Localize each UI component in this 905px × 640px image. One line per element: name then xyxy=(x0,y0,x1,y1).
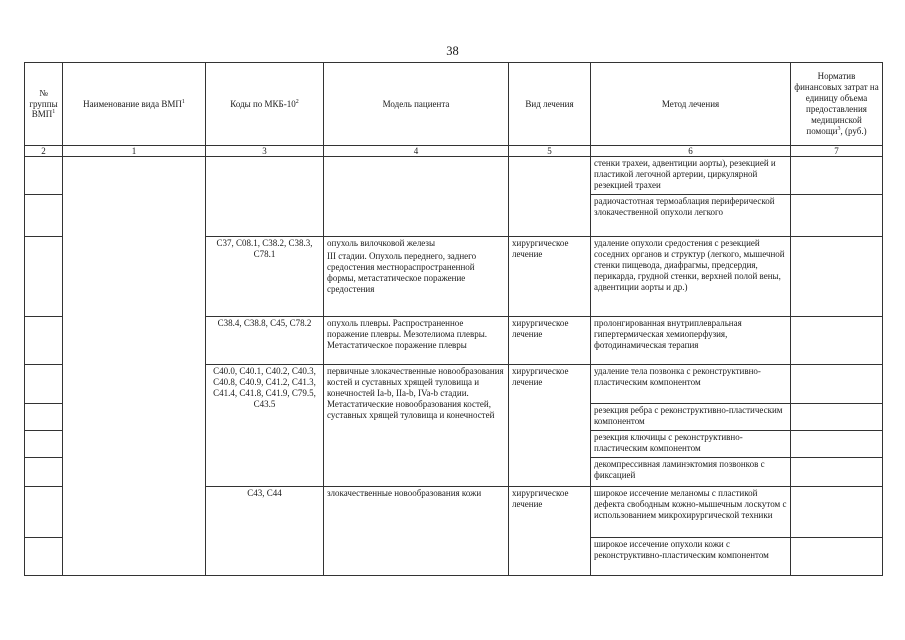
cell-group xyxy=(25,538,63,576)
cell-treatment: хирургическое лечение xyxy=(509,237,591,317)
cell-treatment: хирургическое лечение xyxy=(509,487,591,576)
cell-group xyxy=(25,487,63,538)
cell-codes: C37, C08.1, C38.2, C38.3, C78.1 xyxy=(206,237,324,317)
model-text: III стадии. Опухоль переднего, заднего средостения местнораспространенной формы, метастатическое поражение средостения xyxy=(327,250,477,294)
cell-codes xyxy=(206,157,324,237)
header-icd-codes: Коды по МКБ-$10^2$ xyxy=(206,63,324,146)
cell-norm xyxy=(791,538,883,576)
model-text: опухоль вилочковой железы xyxy=(327,238,436,248)
cell-vmp-name xyxy=(63,157,206,576)
cell-codes: C38.4, C38.8, C45, C78.2 xyxy=(206,317,324,365)
vmp-table xyxy=(24,62,883,576)
header-vmp-name: Наименование вида ВМП$^1$ xyxy=(63,63,206,146)
cell-method: широкое иссечение опухоли кожи с реконструктивно-пластическим компонентом xyxy=(591,538,791,576)
cell-model xyxy=(324,157,509,237)
cell-model: злокачественные новообразования кожи xyxy=(324,487,509,576)
cell-method: стенки трахеи, адвентиции аорты), резекцией и пластикой легочной артерии, циркулярной резекцией трахеи xyxy=(591,157,791,195)
column-number: 1 xyxy=(63,146,206,157)
cell-norm xyxy=(791,487,883,538)
cell-norm xyxy=(791,365,883,404)
cell-norm xyxy=(791,157,883,195)
cell-model: опухоль плевры. Распространенное поражение плевры. Мезотелиома плевры. Метастатическое поражение плевры xyxy=(324,317,509,365)
cell-method: декомпрессивная ламинэктомия позвонков с фиксацией xyxy=(591,458,791,487)
cell-group xyxy=(25,404,63,431)
column-number: 5 xyxy=(509,146,591,157)
cell-group xyxy=(25,157,63,195)
cell-method: широкое иссечение меланомы с пластикой дефекта свободным кожно-мышечным лоскутом с использованием микрохирургической техники xyxy=(591,487,791,538)
cell-method: пролонгированная внутриплевральная гипертермическая хемиоперфузия, фотодинамическая терапия xyxy=(591,317,791,365)
cell-norm xyxy=(791,431,883,458)
cell-group xyxy=(25,195,63,237)
column-number: 6 xyxy=(591,146,791,157)
cell-group xyxy=(25,458,63,487)
cell-norm xyxy=(791,404,883,431)
cell-norm xyxy=(791,195,883,237)
cell-norm xyxy=(791,237,883,317)
column-number-row xyxy=(25,146,883,157)
cell-norm xyxy=(791,458,883,487)
cell-treatment xyxy=(509,157,591,237)
cell-codes: C43, C44 xyxy=(206,487,324,576)
cell-norm xyxy=(791,317,883,365)
cell-model xyxy=(324,237,509,317)
cell-method: удаление тела позвонка с реконструктивно-пластическим компонентом xyxy=(591,365,791,404)
column-number: 4 xyxy=(324,146,509,157)
cell-treatment: хирургическое лечение xyxy=(509,365,591,487)
cell-group xyxy=(25,317,63,365)
cell-treatment: хирургическое лечение xyxy=(509,317,591,365)
page-number: 38 xyxy=(446,44,459,58)
cell-method: радиочастотная термоаблация периферической злокачественной опухоли легкого xyxy=(591,195,791,237)
header-patient-model: Модель пациента xyxy=(324,63,509,146)
cell-method: резекция ключицы с реконструктивно-пластическим компонентом xyxy=(591,431,791,458)
cell-method: резекция ребра с реконструктивно-пластическим компонентом xyxy=(591,404,791,431)
cell-model: первичные злокачественные новообразования костей и суставных хрящей туловища и конечностей Ia-b, IIa-b, IVa-b стадии. Метастатические новообразования костей, суставных хрящей туловища и конечностей xyxy=(324,365,509,487)
table-row xyxy=(25,157,883,195)
column-number: 2 xyxy=(25,146,63,157)
cell-group xyxy=(25,365,63,404)
column-number: 3 xyxy=(206,146,324,157)
header-financial-norm: Норматив финансовых затрат на единицу объема предоставления медицинской помощи$^3$, (руб.) xyxy=(791,63,883,146)
header-treatment-type: Вид лечения xyxy=(509,63,591,146)
header-group-number: № группы ВМП$^1$ xyxy=(25,63,63,146)
column-number: 7 xyxy=(791,146,883,157)
cell-group xyxy=(25,237,63,317)
cell-group xyxy=(25,431,63,458)
header-treatment-method: Метод лечения xyxy=(591,63,791,146)
cell-codes: C40.0, C40.1, C40.2, C40.3, C40.8, C40.9, C41.2, C41.3, C41.4, C41.8, C41.9, C79.5, C43.5 xyxy=(206,365,324,487)
table-header-row xyxy=(25,63,883,146)
cell-method: удаление опухоли средостения с резекцией соседних органов и структур (легкого, мышечной стенки пищевода, диафрагмы, предсердия, перикарда, грудной стенки, верхней полой вены, адвентиции аорты и др.) xyxy=(591,237,791,317)
